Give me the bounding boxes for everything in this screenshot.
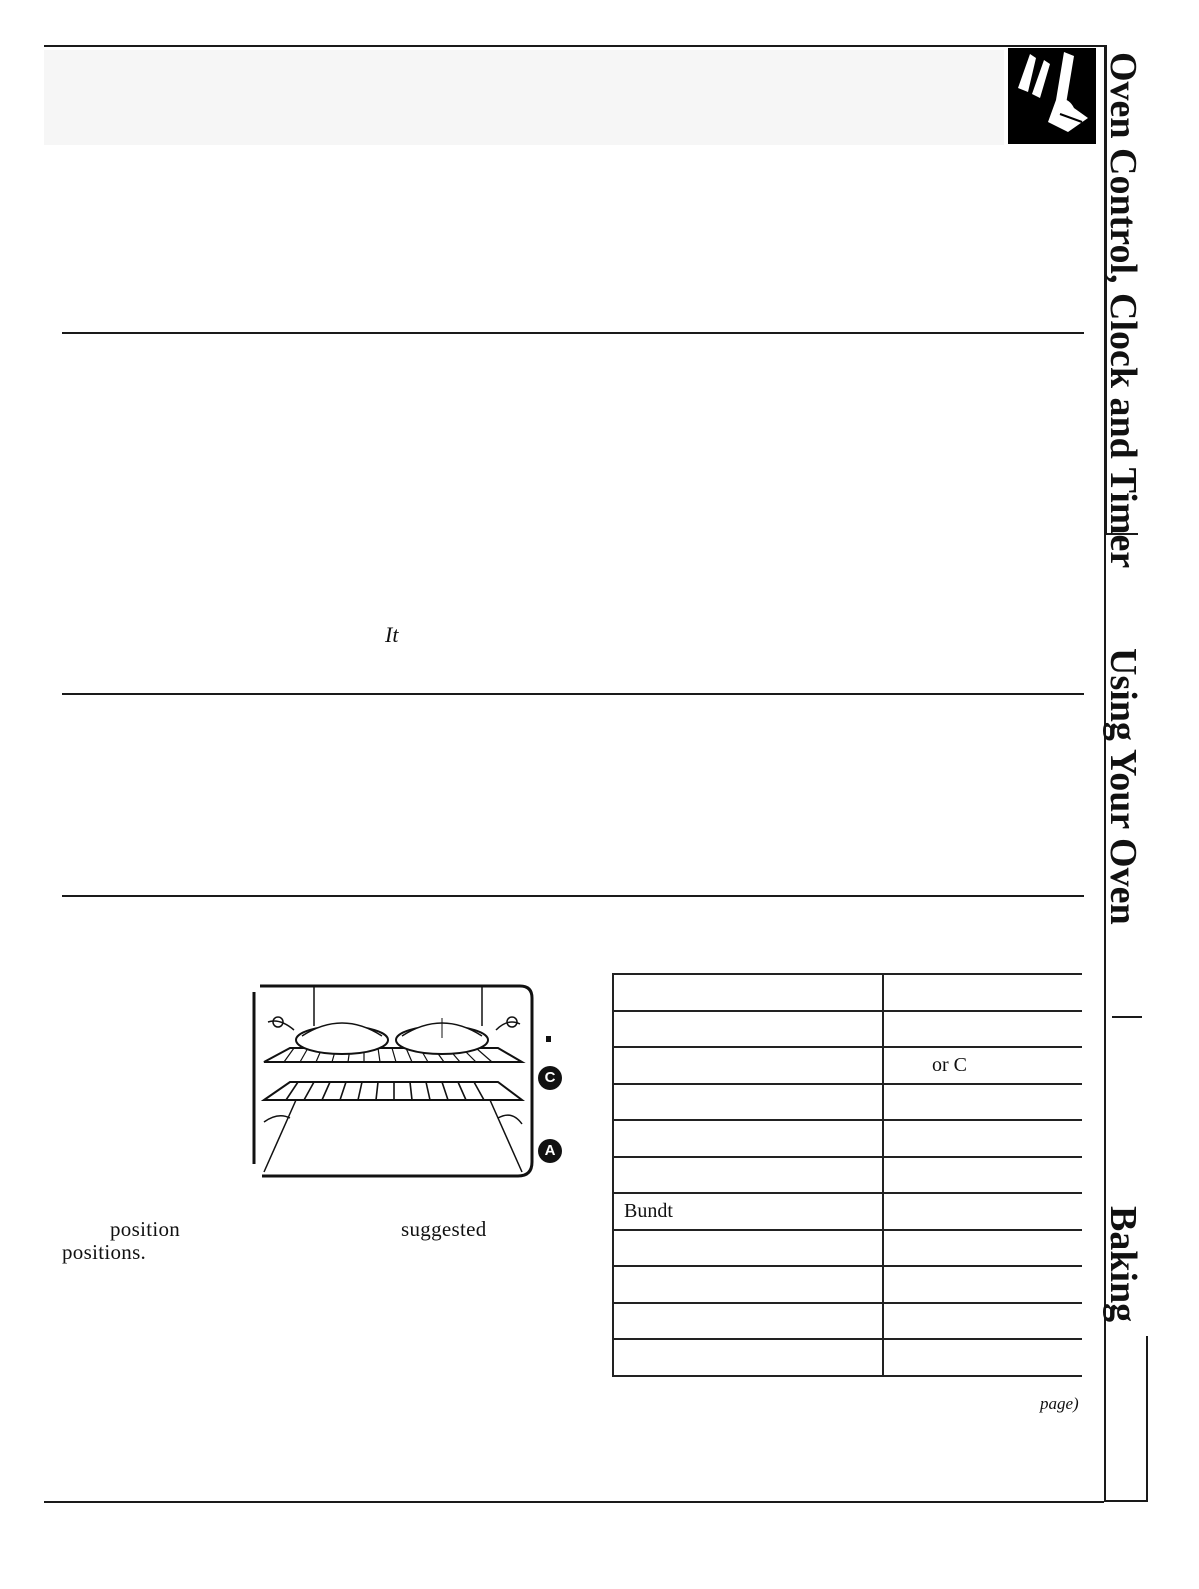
- side-tab-oven-control[interactable]: Oven Control, Clock and Timer: [1102, 52, 1144, 569]
- table-cell-position: [883, 1193, 1082, 1230]
- top-rule: [44, 45, 1104, 47]
- table-cell-position: [883, 1303, 1082, 1340]
- header-band: [44, 50, 1004, 145]
- table-cell-food: [613, 1084, 883, 1121]
- table-row: [613, 1120, 1082, 1157]
- rack-marker-a: A: [538, 1139, 562, 1163]
- table-cell-food: [613, 1011, 883, 1048]
- tab3-bottom: [1104, 1500, 1148, 1502]
- section-rule-1: [62, 332, 1084, 334]
- table-cell-position: [883, 1230, 1082, 1267]
- table-cell-position: [883, 1266, 1082, 1303]
- side-tab-baking[interactable]: Baking: [1102, 1206, 1144, 1323]
- table-cell-food: [613, 1120, 883, 1157]
- side-tab-using-your-oven[interactable]: Using Your Oven: [1102, 648, 1144, 925]
- table-row: [613, 1047, 1082, 1084]
- table-cell-position: [883, 974, 1082, 1011]
- oven-rack-illustration: [250, 982, 540, 1182]
- table-cell-position: or C: [883, 1047, 1082, 1084]
- tab3-rail: [1146, 1336, 1148, 1502]
- table-cell-position: [883, 1157, 1082, 1194]
- tab-divider-2: [1112, 1016, 1142, 1018]
- table-cell-food: [613, 1157, 883, 1194]
- table-cell-food: [613, 1047, 883, 1084]
- rack-marker-c: C: [538, 1066, 562, 1090]
- section-rule-2: [62, 693, 1084, 695]
- table-row: [613, 1266, 1082, 1303]
- caption-positions: positions.: [62, 1240, 147, 1264]
- table-row: [613, 1084, 1082, 1121]
- table-row: [613, 1193, 1082, 1230]
- continued-note: page): [1040, 1394, 1079, 1413]
- table-cell-food: [613, 1303, 883, 1340]
- bottom-rule: [44, 1501, 1104, 1503]
- rack-position-table: [612, 973, 1082, 1377]
- table-cell-food: [613, 1230, 883, 1267]
- table-cell-food: Bundt: [613, 1193, 883, 1230]
- caption-position: position: [110, 1217, 181, 1241]
- rack-marker-dot: [546, 1036, 551, 1042]
- table-row: [613, 1230, 1082, 1267]
- hand-pressing-button-icon: [1008, 48, 1096, 144]
- section-rule-3: [62, 895, 1084, 897]
- caption-suggested: suggested: [401, 1217, 487, 1241]
- table-cell-food: [613, 974, 883, 1011]
- table-row: [613, 1157, 1082, 1194]
- table-cell-food: [613, 1339, 883, 1376]
- table-cell-position: [883, 1011, 1082, 1048]
- table-cell-position: [883, 1120, 1082, 1157]
- table-row: [613, 1011, 1082, 1048]
- table-row: [613, 1303, 1082, 1340]
- table-row: [613, 974, 1082, 1011]
- table-cell-position: [883, 1084, 1082, 1121]
- table-row: [613, 1339, 1082, 1376]
- italic-fragment: It: [385, 622, 399, 647]
- table-cell-position: [883, 1339, 1082, 1376]
- table-cell-food: [613, 1266, 883, 1303]
